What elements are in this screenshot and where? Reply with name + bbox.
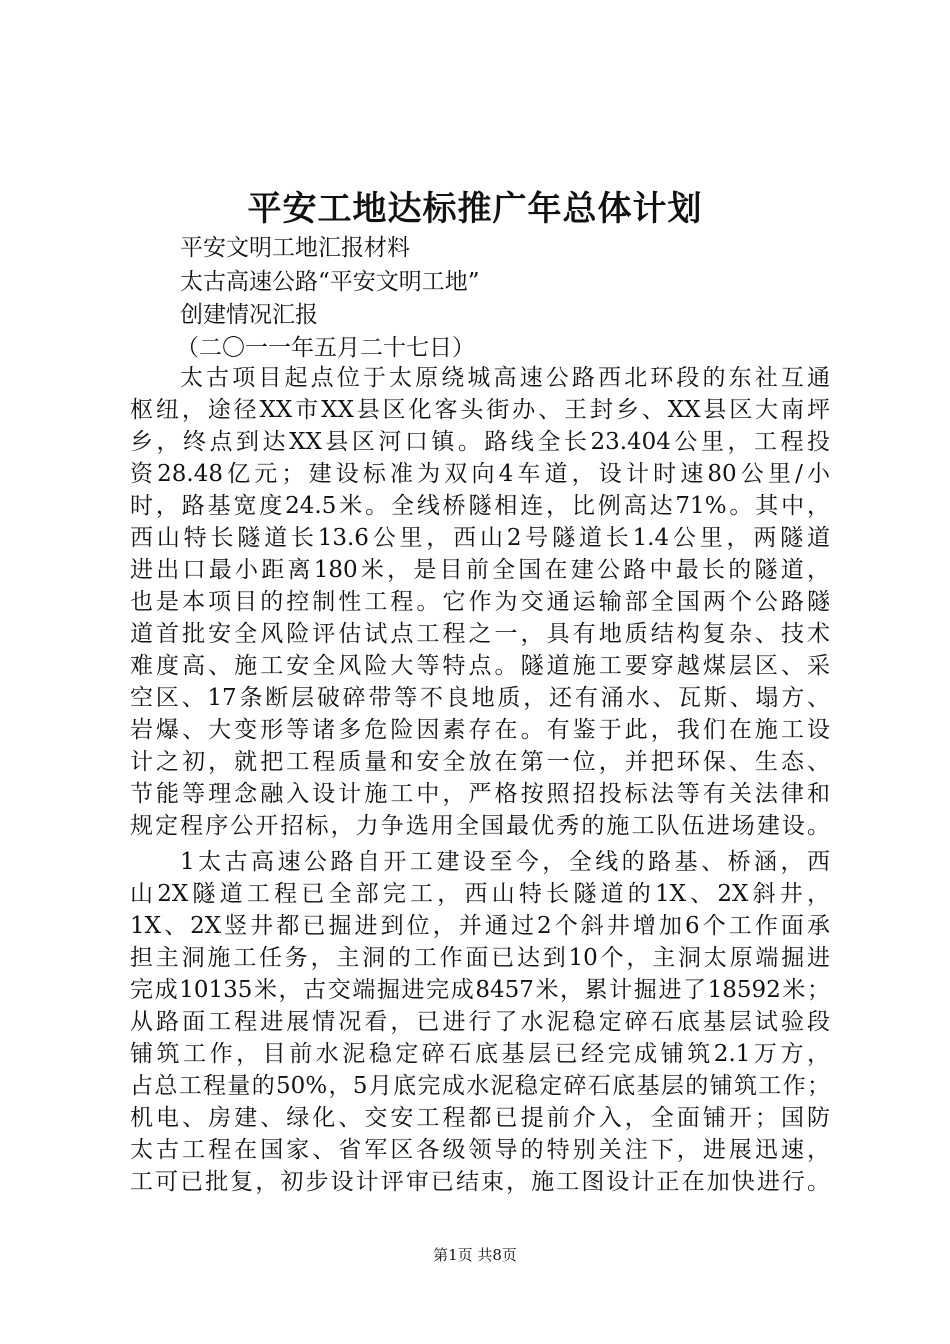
paragraph-line: 太古项目起点位于太原绕城高速公路西北环段的东社互通 (180, 365, 830, 391)
heading-line-1: 平安文明工地汇报材料 (180, 235, 410, 261)
paragraph-line: 从路面工程进展情况看，已进行了水泥稳定碎石底基层试验段 (130, 1009, 830, 1035)
paragraph-line: 工可已批复，初步设计评审已结束，施工图设计正在加快进行。 (130, 1169, 830, 1195)
paragraph-line: 难度高、施工安全风险大等特点。隧道施工要穿越煤层区、采 (130, 653, 830, 679)
paragraph-line: 太古工程在国家、省军区各级领导的特别关注下，进展迅速， (130, 1137, 830, 1163)
paragraph-line: 担主洞施工任务，主洞的工作面已达到10个，主洞太原端掘进 (130, 945, 830, 971)
paragraph-line: 铺筑工作，目前水泥稳定碎石底基层已经完成铺筑2.1万方， (130, 1041, 830, 1067)
paragraph-line: 占总工程量的50%，5月底完成水泥稳定碎石底基层的铺筑工作； (130, 1073, 830, 1099)
paragraph-line: 乡，终点到达XX县区河口镇。路线全长23.404公里，工程投 (130, 429, 830, 455)
heading-line-2: 太古高速公路“平安文明工地” (180, 269, 480, 295)
paragraph-line: 道首批安全风险评估试点工程之一，具有地质结构复杂、技术 (130, 621, 830, 647)
paragraph-line: 也是本项目的控制性工程。它作为交通运输部全国两个公路隧 (130, 589, 830, 615)
paragraph-line: 时，路基宽度24.5米。全线桥隧相连，比例高达71%。其中， (130, 493, 830, 519)
paragraph-line: 枢纽，途径XX市XX县区化客头街办、王封乡、XX县区大南坪 (130, 397, 830, 423)
paragraph-line: 岩爆、大变形等诸多危险因素存在。有鉴于此，我们在施工设 (130, 717, 830, 743)
paragraph-line: 计之初，就把工程质量和安全放在第一位，并把环保、生态、 (130, 749, 830, 775)
paragraph-line: 资28.48亿元；建设标准为双向4车道，设计时速80公里/小 (130, 461, 830, 487)
paragraph-line: 节能等理念融入设计施工中，严格按照招投标法等有关法律和 (130, 781, 830, 807)
paragraph-line: 空区、17条断层破碎带等不良地质，还有涌水、瓦斯、塌方、 (130, 685, 830, 711)
paragraph-1 (130, 362, 830, 842)
heading-line-4: （二〇一一年五月二十七日） (176, 335, 475, 361)
paragraph-line: 进出口最小距离180米，是目前全国在建公路中最长的隧道， (130, 557, 830, 583)
paragraph-line: 1X、2X竖井都已掘进到位，并通过2个斜井增加6个工作面承 (130, 913, 830, 939)
paragraph-line: 机电、房建、绿化、交安工程都已提前介入，全面铺开；国防 (130, 1105, 830, 1131)
paragraph-line: 山2X隧道工程已全部完工，西山特长隧道的1X、2X斜井， (130, 881, 830, 907)
paragraph-line: 规定程序公开招标，力争选用全国最优秀的施工队伍进场建设。 (130, 813, 830, 839)
paragraph-line: 1太古高速公路自开工建设至今，全线的路基、桥涵，西 (180, 849, 830, 875)
heading-line-3: 创建情况汇报 (180, 302, 318, 328)
page-title: 平安工地达标推广年总体计划 (247, 189, 703, 229)
page-footer: 第1页 共8页 (433, 1246, 517, 1264)
paragraph-line: 完成10135米，古交端掘进完成8457米，累计掘进了18592米； (130, 977, 830, 1003)
paragraph-2 (130, 846, 830, 1198)
paragraph-line: 西山特长隧道长13.6公里，西山2号隧道长1.4公里，两隧道 (130, 525, 830, 551)
